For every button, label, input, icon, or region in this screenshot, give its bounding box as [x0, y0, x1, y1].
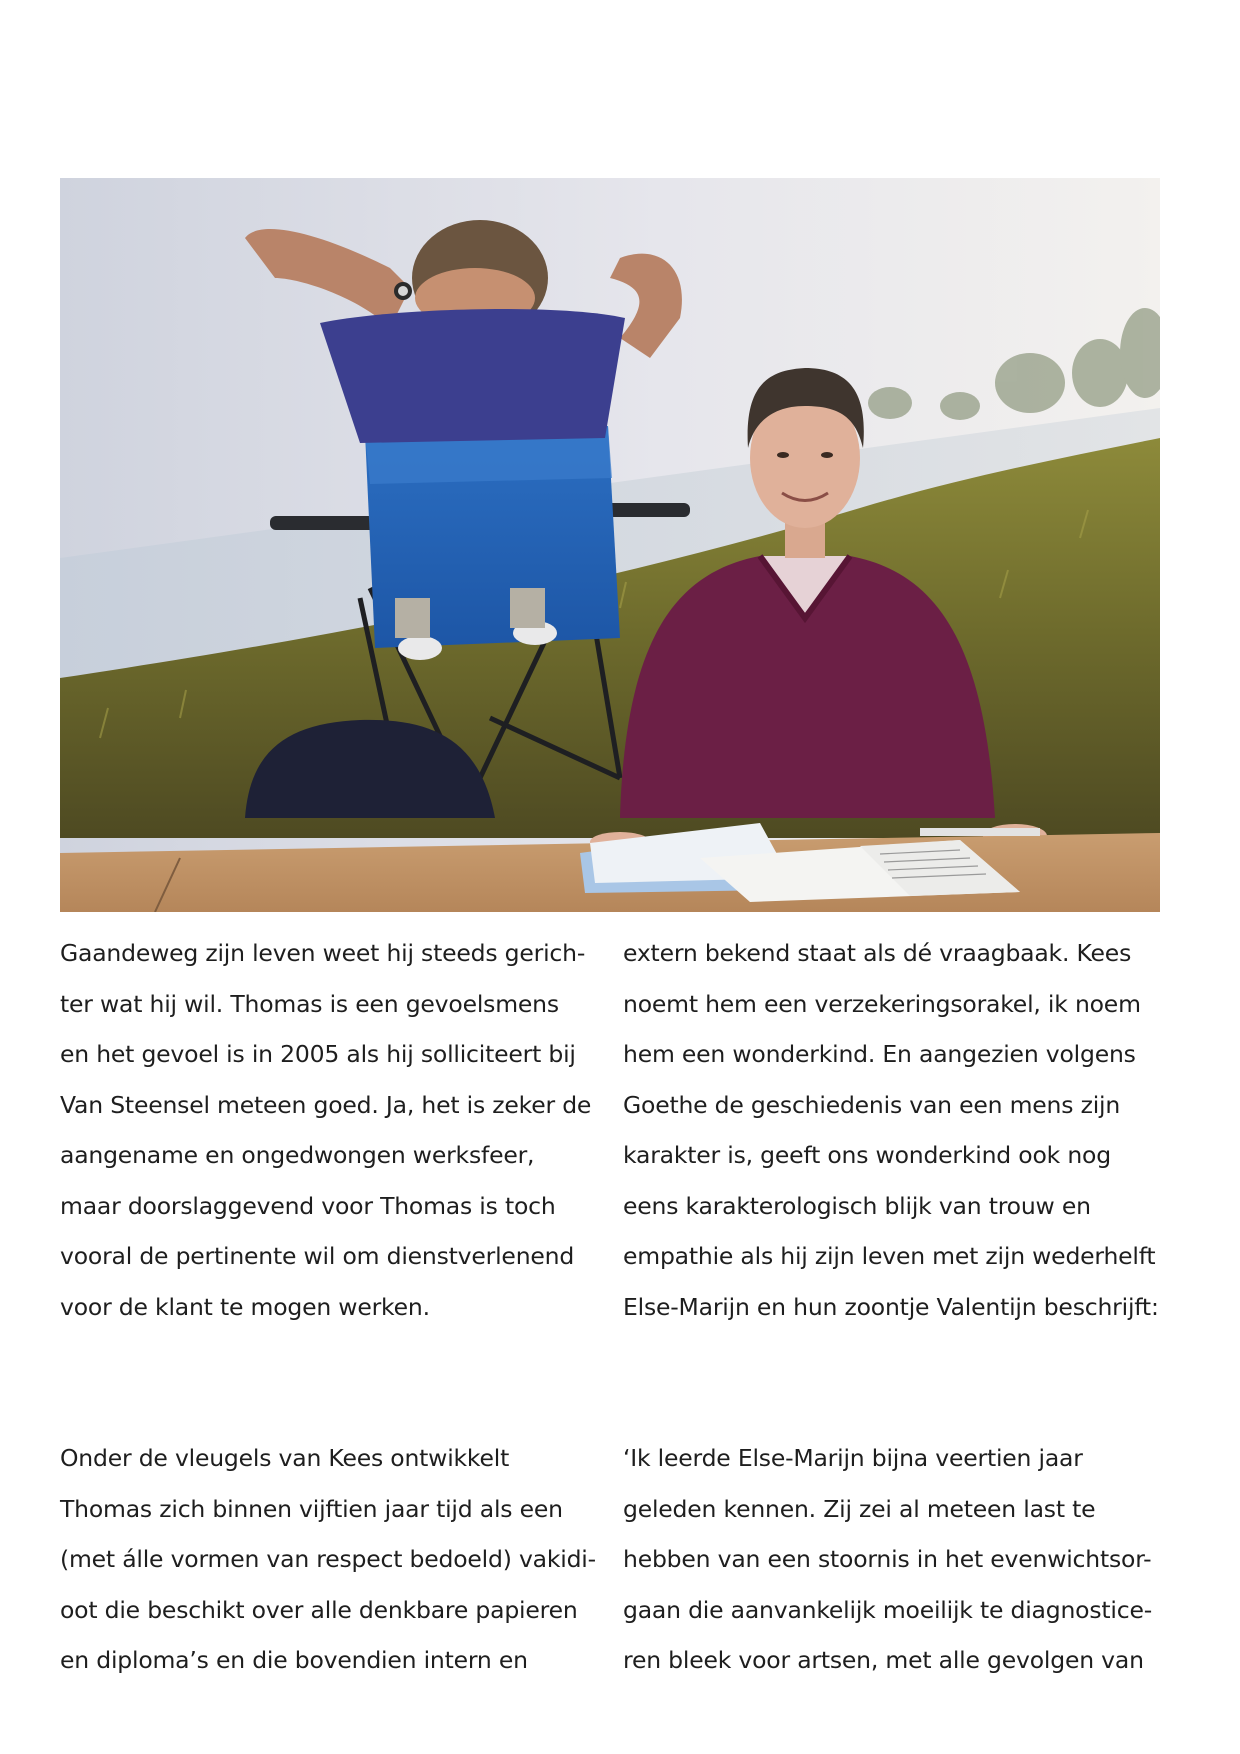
- text-line: en het gevoel is in 2005 als hij solliciteert bij: [60, 1040, 576, 1068]
- text-line: hem een wonderkind. En aangezien volgens: [623, 1040, 1136, 1068]
- paragraph: [623, 928, 1159, 1332]
- portrait-photo: [60, 178, 1160, 912]
- text-line: vooral de pertinente wil om dienstverlenend: [60, 1242, 575, 1270]
- text-line: Gaandeweg zijn leven weet hij steeds gerich-: [60, 939, 586, 967]
- text-line: empathie als hij zijn leven met zijn wederhelft: [623, 1242, 1156, 1270]
- text-line: en diploma’s en die bovendien intern en: [60, 1646, 528, 1674]
- text-column-left: [60, 928, 596, 1686]
- text-line: oot die beschikt over alle denkbare papieren: [60, 1595, 578, 1624]
- paragraph-gap: [623, 1332, 1153, 1433]
- text-line: Onder de vleugels van Kees ontwikkelt: [60, 1444, 510, 1472]
- text-line: Goethe de geschiedenis van een mens zijn: [623, 1090, 1121, 1119]
- text-line: voor de klant te mogen werken.: [60, 1292, 430, 1321]
- text-line: karakter is, geeft ons wonderkind ook nog: [623, 1141, 1111, 1169]
- text-line: aangename en ongedwongen werksfeer,: [60, 1141, 535, 1169]
- text-line: extern bekend staat als dé vraagbaak. Kees: [623, 939, 1132, 967]
- photo-illustration: [60, 178, 1160, 912]
- paragraph-gap: [60, 1332, 590, 1433]
- text-line: gaan die aanvankelijk moeilijk te diagnostice-: [623, 1595, 1152, 1624]
- paragraph: [60, 1433, 596, 1686]
- text-line: (met álle vormen van respect bedoeld) vakidi-: [60, 1545, 596, 1573]
- text-line: ‘Ik leerde Else-Marijn bijna veertien jaar: [623, 1444, 1083, 1472]
- text-line: ren bleek voor artsen, met alle gevolgen van: [623, 1646, 1144, 1674]
- paragraph: [623, 1433, 1153, 1686]
- text-line: noemt hem een verzekeringsorakel, ik noem: [623, 989, 1141, 1018]
- paragraph: [60, 928, 590, 1332]
- text-column-right: [623, 928, 1159, 1686]
- text-line: Else-Marijn en hun zoontje Valentijn beschrijft:: [623, 1292, 1159, 1321]
- text-line: ter wat hij wil. Thomas is een gevoelsmens: [60, 989, 559, 1018]
- text-line: hebben van een stoornis in het evenwichtsor-: [623, 1545, 1152, 1573]
- text-line: eens karakterologisch blijk van trouw en: [623, 1191, 1091, 1220]
- text-line: maar doorslaggevend voor Thomas is toch: [60, 1191, 556, 1220]
- text-line: geleden kennen. Zij zei al meteen last te: [623, 1494, 1096, 1523]
- text-line: Van Steensel meteen goed. Ja, het is zeker de: [60, 1090, 592, 1119]
- text-line: Thomas zich binnen vijftien jaar tijd als een: [60, 1494, 563, 1523]
